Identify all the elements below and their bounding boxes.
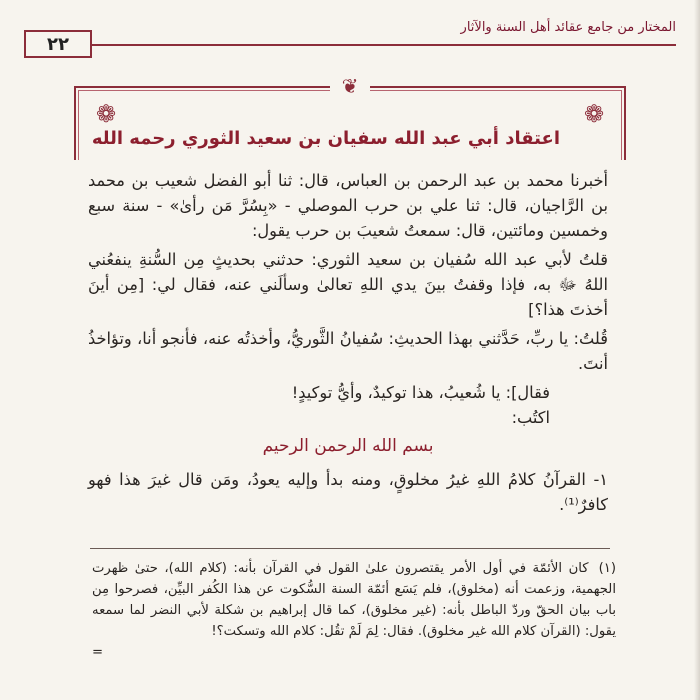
corner-ornament-right-icon: ❁ (583, 100, 605, 128)
paragraph-item-1: ١- القرآنُ كلامُ اللهِ غيرُ مخلوقٍ، ومنه بدأ وإليه يعودُ، ومَن قال غيرَ هذا فهو كافرٌ⁽¹⁾. (88, 470, 608, 514)
paragraph-isnad: أخبرنا محمد بن عبد الرحمن بن العباس، قال: ثنا أبو الفضل شعيب بن محمد بن الرَّاجيان، قال: ثنا علي بن حرب الموصلي - «بِسُرَّ مَن رأىٰ» - سنة سبع وخمسين ومائتين، قال: سمعتُ شعيبَ بن حرب يقول: (88, 171, 608, 240)
footnote-continuation-mark: = (92, 645, 104, 660)
footnote-marker: (١) (598, 561, 616, 576)
paragraph-emphasis: فقال]: يا شُعيبُ، هذا توكيدٌ، وأيُّ توكيدٍ! (291, 383, 550, 402)
paragraph-question: قلتُ لأبي عبد الله سُفيان بن سعيد الثوري: حدثني بحديثٍ مِن السُّنةِ ينفعُني اللهُ ﷻ به، فإذا وقفتُ بينَ يدي اللهِ تعالىٰ وسألَني عنه، فقال لي: [مِن أينَ أخذتَ هذا؟] (88, 250, 608, 319)
page-number (24, 30, 92, 58)
basmala: بسم الله الرحمن الرحيم (262, 436, 434, 456)
footnote-text: كان الأئمّة في أول الأمر يقتصرون علىٰ القول في القرآن بأنه: (كلام الله)، حتىٰ ظهرت الجهمية، وزعمت أنه (مخلوق)، فلم يَسَع أئمّة السنة السُّكوت عن هذا الكُفر البيِّن، فصرحوا مِن باب بيان الحقّ وردّ الباطل بأنه: (غير مخلوق)، كما قال إبراهيم بن شكلة لأبي النضر لما سمعه يقول: (القرآن كلام الله غير مخلوق). فقال: لِمَ لَمْ تقُل: كلام الله وتسكت؟! (92, 561, 616, 639)
section-title: اعتقاد أبي عبد الله سفيان بن سعيد الثوري رحمه الله (91, 128, 560, 149)
running-header: المختار من جامع عقائد أهل السنة والآثار (460, 20, 676, 35)
footnotes (92, 558, 616, 663)
top-ornament-icon: ❦ (330, 74, 370, 98)
header-rule (24, 44, 676, 46)
corner-ornament-left-icon: ❁ (95, 100, 117, 128)
title-frame-inner (78, 90, 622, 160)
page-number-text: ٢٢ (47, 33, 69, 55)
footnote-rule (90, 548, 610, 549)
main-text (88, 168, 608, 521)
paragraph-write: اكتُب: (511, 408, 550, 427)
page-spine-edge (694, 0, 700, 700)
paragraph-answer: قُلتُ: يا ربِّ، حَدَّثني بهذا الحديثِ: سُفيانُ الثَّوريُّ، وأخذتُه عنه، فأنجو أنا، وتؤاخذُ أنتَ. (88, 329, 608, 373)
